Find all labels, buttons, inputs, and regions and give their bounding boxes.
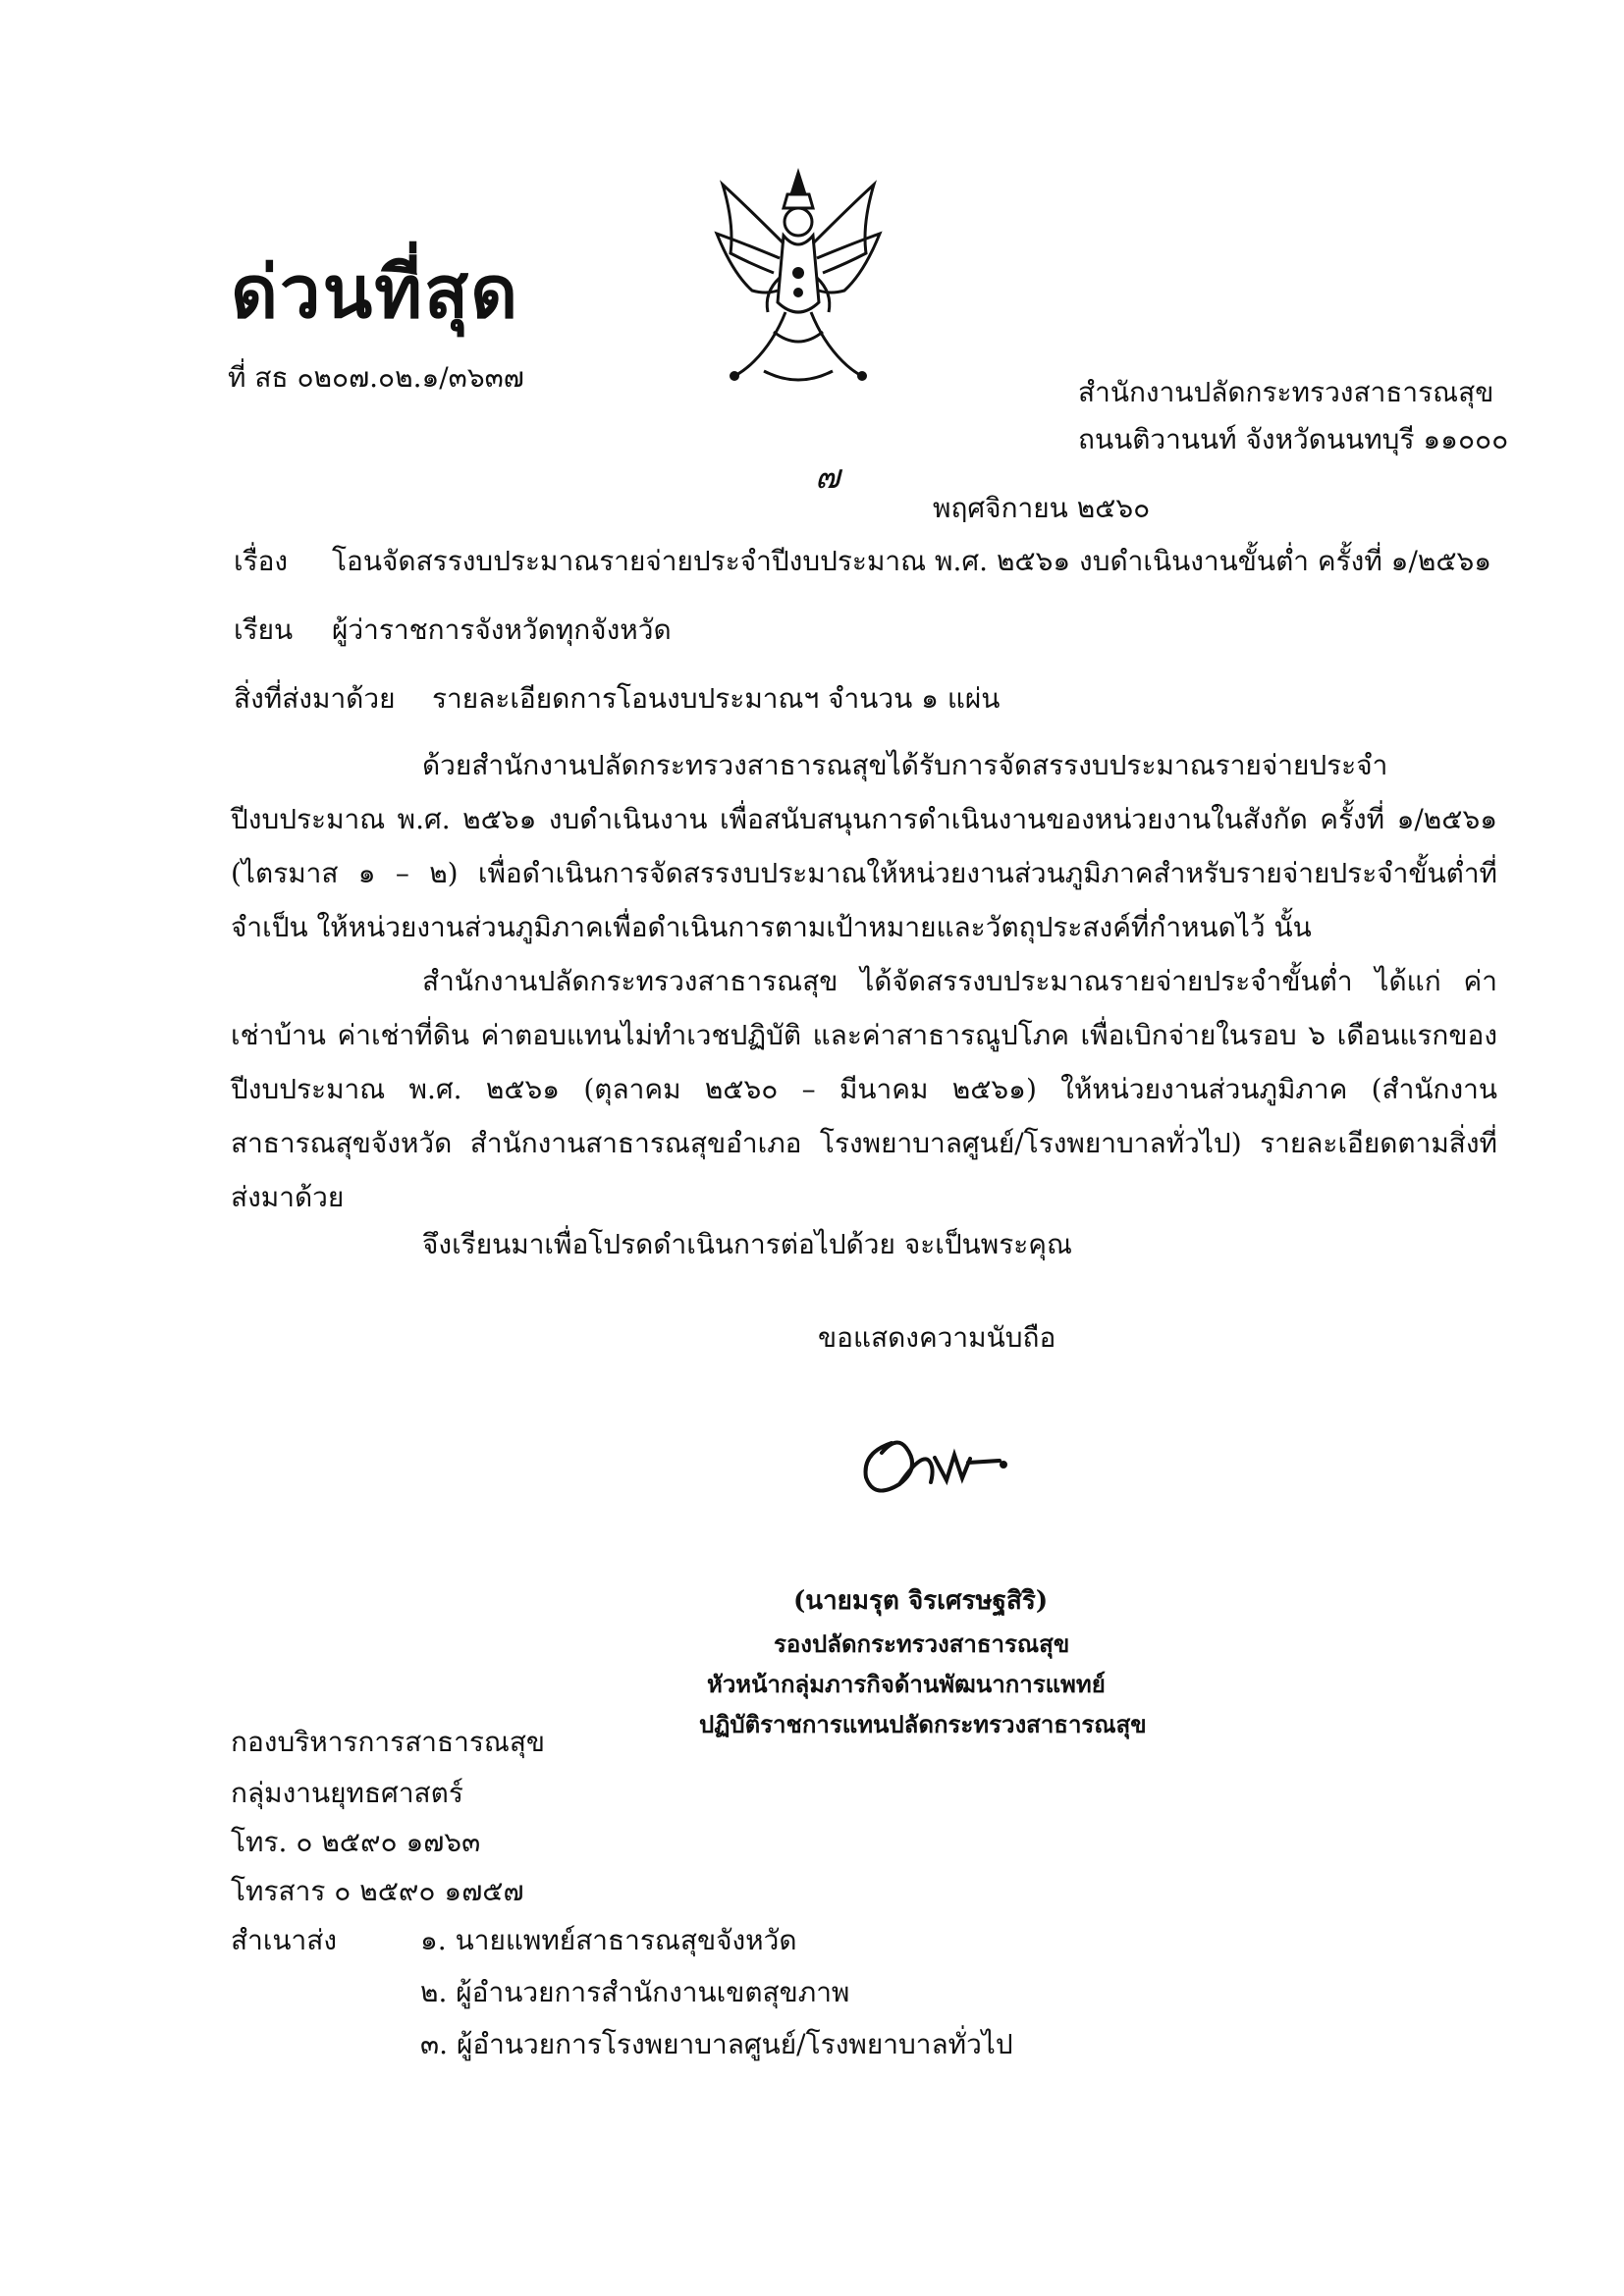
office-address: ถนนติวานนท์ จังหวัดนนทบุรี ๑๑๐๐๐ [1078,423,1509,455]
reference-number: ที่ สธ ๐๒๐๗.๐๒.๑/๓๖๓๗ [228,361,524,394]
subject-value: โอนจัดสรรงบประมาณรายจ่ายประจำปีงบประมาณ พ.ศ. ๒๕๖๑ งบดำเนินงานขั้นต่ำ ครั้งที่ ๑/๒๕๖๑ [332,545,1492,577]
closing-sentence: จึงเรียนมาเพื่อโปรดดำเนินการต่อไปด้วย จะเป็นพระคุณ [422,1228,1073,1260]
office-name: สำนักงานปลัดกระทรวงสาธารณสุข [1078,376,1494,408]
enclosure-label: สิ่งที่ส่งมาด้วย [234,682,396,715]
subject-label: เรื่อง [234,545,289,577]
regards-text: ขอแสดงความนับถือ [818,1321,1056,1354]
recipient-label: เรียน [234,614,294,646]
footer-division: กองบริหารการสาธารณสุข [231,1726,546,1758]
footer-fax: โทรสาร ๐ ๒๕๙๐ ๑๗๕๗ [231,1875,524,1907]
cc-label: สำเนาส่ง [231,1924,338,1956]
recipient-value: ผู้ว่าราชการจังหวัดทุกจังหวัด [332,614,672,646]
cc-item: ๓. ผู้อำนวยการโรงพยาบาลศูนย์/โรงพยาบาลทั่วไป [420,2028,1013,2060]
body-paragraph-1-text: ด้วยสำนักงานปลัดกระทรวงสาธารณสุขได้รับการจัดสรรงบประมาณรายจ่ายประจำปีงบประมาณ พ.ศ. ๒๕๖๑ งบดำเนินงาน เพื่อสนับสนุนการดำเนินงานของหน่วยงานในสังกัด ครั้งที่ ๑/๒๕๖๑ (ไตรมาส ๑ – ๒) เพื่อดำเนินการจัดสรรงบประมาณให้หน่วยงานส่วนภูมิภาคสำหรับรายจ่ายประจำขั้นต่ำที่จำเป็น ให้หน่วยงานส่วนภูมิภาคเพื่อดำเนินการตามเป้าหมายและวัตถุประสงค์ที่กำหนดไว้ นั้น [231,749,1497,943]
signatory-position-3: ปฏิบัติราชการแทนปลัดกระทรวงสาธารณสุข [699,1710,1147,1738]
signatory-position-1: รองปลัดกระทรวงสาธารณสุข [774,1629,1070,1658]
handwritten-signature-icon [852,1414,1009,1512]
footer-tel: โทร. ๐ ๒๕๙๐ ๑๗๖๓ [231,1826,481,1858]
date-day: ๗ [815,457,840,497]
body-paragraph-2 [231,954,1497,1224]
signatory-position-2: หัวหน้ากลุ่มภารกิจด้านพัฒนาการแพทย์ [707,1670,1106,1698]
signatory-name: (นายมรุต จิรเศรษฐสิริ) [793,1586,1049,1616]
cc-item: ๒. ผู้อำนวยการสำนักงานเขตสุขภาพ [420,1976,850,2008]
enclosure-value: รายละเอียดการโอนงบประมาณฯ จำนวน ๑ แผ่น [432,682,1001,715]
date-month-year: พฤศจิกายน ๒๕๖๐ [933,492,1151,524]
garuda-emblem-icon [705,165,892,396]
cc-item: ๑. นายแพทย์สาธารณสุขจังหวัด [420,1924,797,1956]
footer-group: กลุ่มงานยุทธศาสตร์ [231,1777,463,1809]
body-paragraph-1 [231,738,1497,954]
urgency-stamp: ด่วนที่สุด [231,250,520,335]
body-paragraph-2-text: สำนักงานปลัดกระทรวงสาธารณสุข ได้จัดสรรงบประมาณรายจ่ายประจำขั้นต่ำ ได้แก่ ค่าเช่าบ้าน ค่าเช่าที่ดิน ค่าตอบแทนไม่ทำเวชปฏิบัติ และค่าสาธารณูปโภค เพื่อเบิกจ่ายในรอบ ๖ เดือนแรกของปีงบประมาณ พ.ศ. ๒๕๖๑ (ตุลาคม ๒๕๖๐ – มีนาคม ๒๕๖๑) ให้หน่วยงานส่วนภูมิภาค (สำนักงานสาธารณสุขจังหวัด สำนักงานสาธารณสุขอำเภอ โรงพยาบาลศูนย์/โรงพยาบาลทั่วไป) รายละเอียดตามสิ่งที่ส่งมาด้วย [231,965,1497,1213]
